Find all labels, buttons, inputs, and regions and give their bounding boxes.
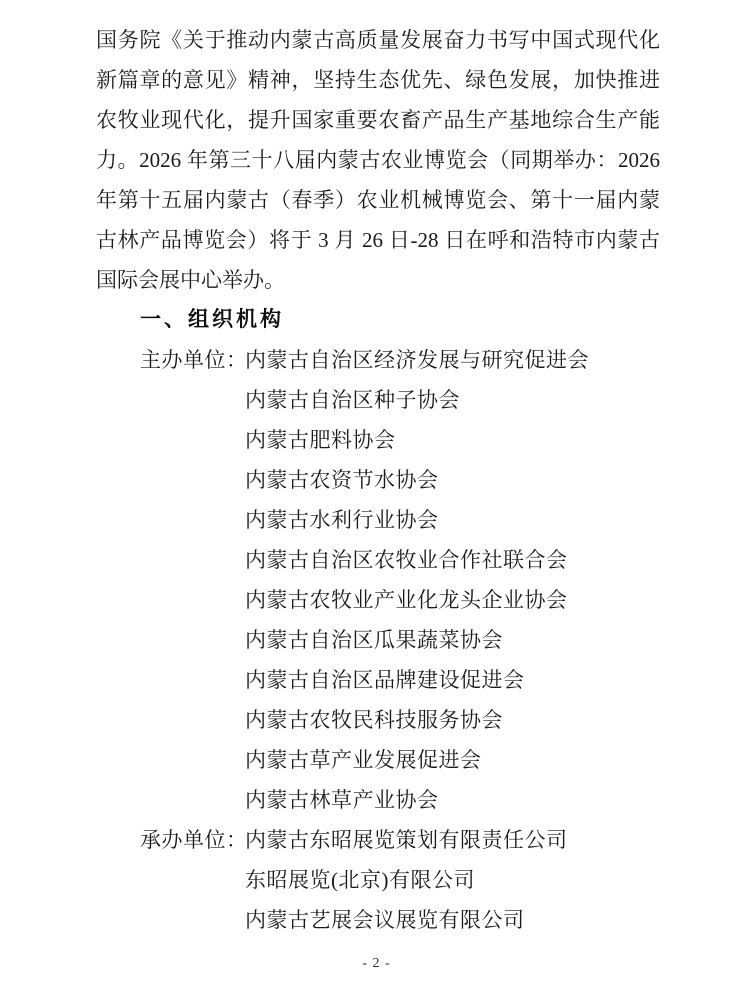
paragraph-line: 国务院《关于推动内蒙古高质量发展奋力书写中国式现代化 [96, 28, 660, 52]
undertakers-block [96, 820, 660, 940]
organizer-item: 内蒙古自治区种子协会 [245, 388, 460, 412]
page-number: - 2 - [362, 956, 391, 971]
organizer-item: 内蒙古草产业发展促进会 [245, 748, 482, 772]
organizer-item: 内蒙古自治区农牧业合作社联合会 [245, 548, 568, 572]
paragraph-line: 力。2026 年第三十八届内蒙古农业博览会（同期举办：2026 [96, 148, 660, 172]
body-paragraph [96, 20, 660, 300]
organizers-first-line [96, 340, 660, 380]
page-content [96, 20, 660, 940]
organizer-item: 内蒙古农资节水协会 [245, 468, 439, 492]
organizer-label: 主办单位： [140, 348, 248, 372]
undertakers-first-line [96, 820, 660, 860]
organizer-item: 内蒙古自治区瓜果蔬菜协会 [245, 628, 503, 652]
section-heading: 一、组织机构 [140, 308, 284, 331]
paragraph-line: 古林产品博览会）将于 3 月 26 日-28 日在呼和浩特市内蒙古 [96, 228, 660, 252]
organizer-item: 内蒙古肥料协会 [245, 428, 396, 452]
page-footer [0, 952, 753, 976]
undertaker-item: 东昭展览(北京)有限公司 [245, 868, 475, 892]
paragraph-line: 新篇章的意见》精神，坚持生态优先、绿色发展，加快推进 [96, 68, 660, 92]
paragraph-line: 农牧业现代化，提升国家重要农畜产品生产基地综合生产能 [96, 108, 660, 132]
organizer-item: 内蒙古农牧民科技服务协会 [245, 708, 503, 732]
organizers-block [96, 340, 660, 820]
undertaker-label: 承办单位： [140, 828, 248, 852]
undertaker-item: 内蒙古东昭展览策划有限责任公司 [245, 828, 568, 852]
organizer-item: 内蒙古自治区品牌建设促进会 [245, 668, 525, 692]
paragraph-line: 国际会展中心举办。 [96, 268, 285, 292]
organizer-item: 内蒙古水利行业协会 [245, 508, 439, 532]
undertaker-item: 内蒙古艺展会议展览有限公司 [245, 908, 525, 932]
paragraph-line: 年第十五届内蒙古（春季）农业机械博览会、第十一届内蒙 [96, 188, 660, 212]
organizer-item: 内蒙古自治区经济发展与研究促进会 [245, 348, 589, 372]
organizer-item: 内蒙古林草产业协会 [245, 788, 439, 812]
organizer-item: 内蒙古农牧业产业化龙头企业协会 [245, 588, 568, 612]
